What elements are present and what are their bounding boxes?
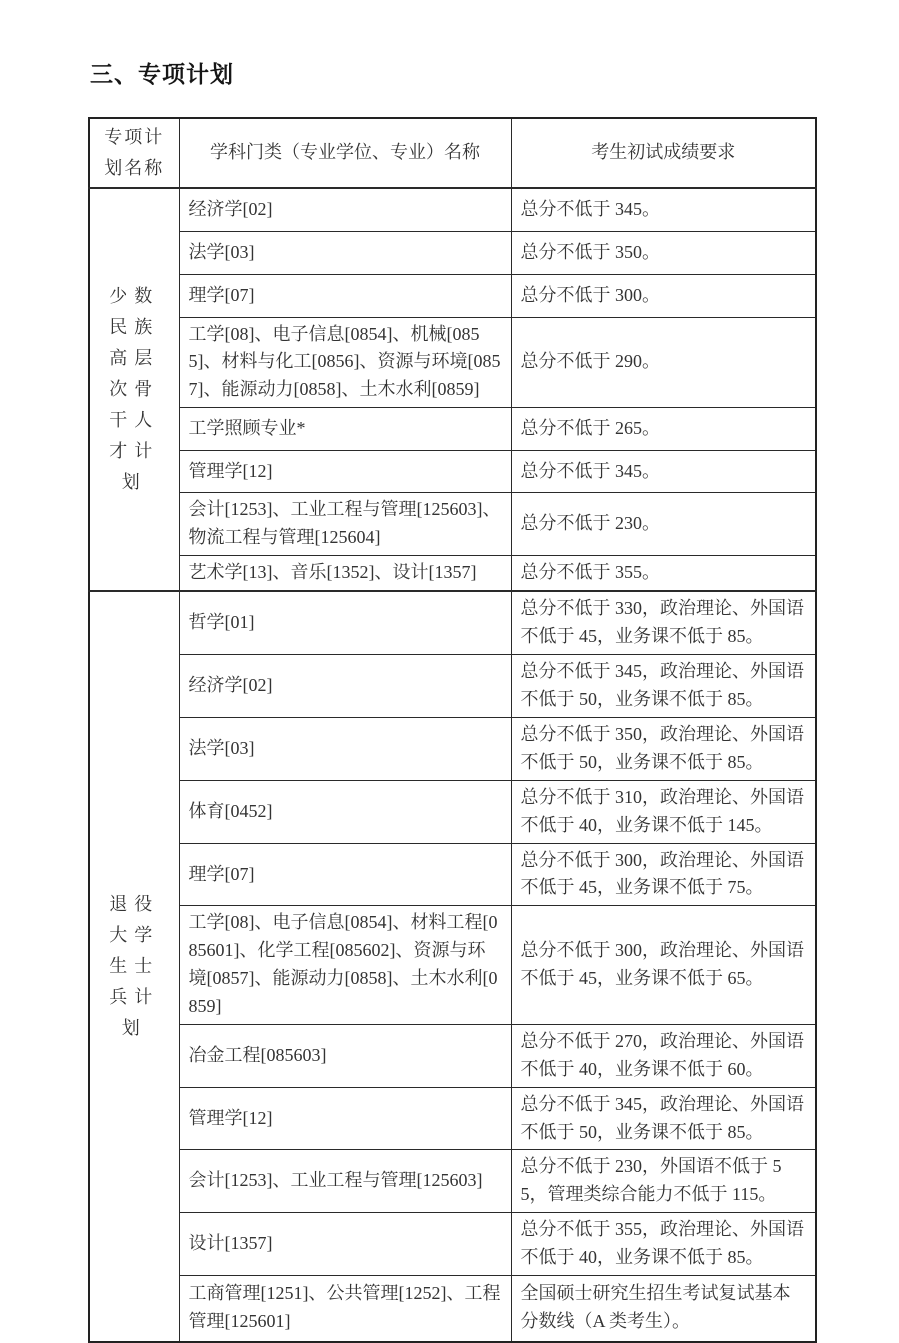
requirement-cell: 总分不低于 310，政治理论、外国语不低于 40，业务课不低于 145。 bbox=[511, 780, 816, 843]
table-row bbox=[89, 1024, 816, 1087]
table-row bbox=[89, 780, 816, 843]
requirement-cell: 总分不低于 230，外国语不低于 55，管理类综合能力不低于 115。 bbox=[511, 1150, 816, 1213]
table-row bbox=[89, 591, 816, 654]
table-row bbox=[89, 408, 816, 451]
table-row bbox=[89, 493, 816, 556]
header-major-name: 学科门类（专业学位、专业）名称 bbox=[179, 118, 511, 188]
table-row bbox=[89, 1150, 816, 1213]
group-minority-plan bbox=[89, 188, 816, 591]
major-cell: 体育[0452] bbox=[179, 780, 511, 843]
header-plan-name bbox=[89, 118, 179, 188]
requirement-cell: 总分不低于 345。 bbox=[511, 451, 816, 493]
requirement-cell: 总分不低于 345。 bbox=[511, 188, 816, 231]
major-cell: 工商管理[1251]、公共管理[1252]、工程管理[125601] bbox=[179, 1276, 511, 1342]
requirement-cell: 总分不低于 345，政治理论、外国语不低于 50，业务课不低于 85。 bbox=[511, 1087, 816, 1150]
major-cell: 法学[03] bbox=[179, 231, 511, 274]
major-cell: 工学[08]、电子信息[0854]、机械[0855]、材料与化工[0856]、资源与环境[0857]、能源动力[0858]、土木水利[0859] bbox=[179, 317, 511, 408]
table-row bbox=[89, 317, 816, 408]
major-cell: 理学[07] bbox=[179, 274, 511, 317]
requirement-cell: 总分不低于 345，政治理论、外国语不低于 50，业务课不低于 85。 bbox=[511, 655, 816, 718]
group-name-cell bbox=[89, 188, 179, 591]
major-cell: 哲学[01] bbox=[179, 591, 511, 654]
header-row bbox=[89, 118, 816, 188]
requirement-cell: 总分不低于 230。 bbox=[511, 493, 816, 556]
requirement-cell: 总分不低于 350。 bbox=[511, 231, 816, 274]
major-cell: 管理学[12] bbox=[179, 1087, 511, 1150]
table-row bbox=[89, 231, 816, 274]
requirement-cell: 总分不低于 265。 bbox=[511, 408, 816, 451]
major-cell: 艺术学[13]、音乐[1352]、设计[1357] bbox=[179, 555, 511, 591]
major-cell: 法学[03] bbox=[179, 718, 511, 781]
major-cell: 理学[07] bbox=[179, 843, 511, 906]
requirement-cell: 总分不低于 300，政治理论、外国语不低于 45，业务课不低于 75。 bbox=[511, 843, 816, 906]
table-row bbox=[89, 906, 816, 1025]
major-cell: 会计[1253]、工业工程与管理[125603] bbox=[179, 1150, 511, 1213]
table-row bbox=[89, 451, 816, 493]
table-row bbox=[89, 1276, 816, 1342]
requirement-cell: 总分不低于 300，政治理论、外国语不低于 45，业务课不低于 65。 bbox=[511, 906, 816, 1025]
requirement-cell: 总分不低于 355。 bbox=[511, 555, 816, 591]
group-name-text: 少数民族高层次骨干人才计划 bbox=[109, 286, 160, 493]
major-cell: 冶金工程[085603] bbox=[179, 1024, 511, 1087]
table-row bbox=[89, 1213, 816, 1276]
table-row bbox=[89, 718, 816, 781]
requirement-cell: 总分不低于 355，政治理论、外国语不低于 40，业务课不低于 85。 bbox=[511, 1213, 816, 1276]
major-cell: 工学照顾专业* bbox=[179, 408, 511, 451]
table-row bbox=[89, 555, 816, 591]
table-row bbox=[89, 655, 816, 718]
major-cell: 会计[1253]、工业工程与管理[125603]、物流工程与管理[125604] bbox=[179, 493, 511, 556]
major-cell: 经济学[02] bbox=[179, 188, 511, 231]
group-name-cell bbox=[89, 591, 179, 1341]
group-veteran-plan bbox=[89, 591, 816, 1341]
requirement-cell: 总分不低于 270，政治理论、外国语不低于 40，业务课不低于 60。 bbox=[511, 1024, 816, 1087]
requirement-cell: 总分不低于 350，政治理论、外国语不低于 50，业务课不低于 85。 bbox=[511, 718, 816, 781]
header-requirement: 考生初试成绩要求 bbox=[511, 118, 816, 188]
header-plan-name-text: 专项计划名称 bbox=[104, 127, 165, 178]
table-row bbox=[89, 274, 816, 317]
table-header bbox=[89, 118, 816, 188]
score-requirements-table bbox=[88, 117, 817, 1343]
page-title: 三、专项计划 bbox=[90, 61, 234, 87]
major-cell: 工学[08]、电子信息[0854]、材料工程[085601]、化学工程[085602]、资源与环境[0857]、能源动力[0858]、土木水利[0859] bbox=[179, 906, 511, 1025]
requirement-cell: 总分不低于 330，政治理论、外国语不低于 45，业务课不低于 85。 bbox=[511, 591, 816, 654]
major-cell: 管理学[12] bbox=[179, 451, 511, 493]
table-row bbox=[89, 843, 816, 906]
major-cell: 经济学[02] bbox=[179, 655, 511, 718]
table-row bbox=[89, 1087, 816, 1150]
requirement-cell: 总分不低于 290。 bbox=[511, 317, 816, 408]
requirement-cell: 总分不低于 300。 bbox=[511, 274, 816, 317]
requirement-cell: 全国硕士研究生招生考试复试基本分数线（A 类考生）。 bbox=[511, 1276, 816, 1342]
group-name-text: 退役大学生士兵计划 bbox=[109, 894, 160, 1038]
major-cell: 设计[1357] bbox=[179, 1213, 511, 1276]
table-row bbox=[89, 188, 816, 231]
